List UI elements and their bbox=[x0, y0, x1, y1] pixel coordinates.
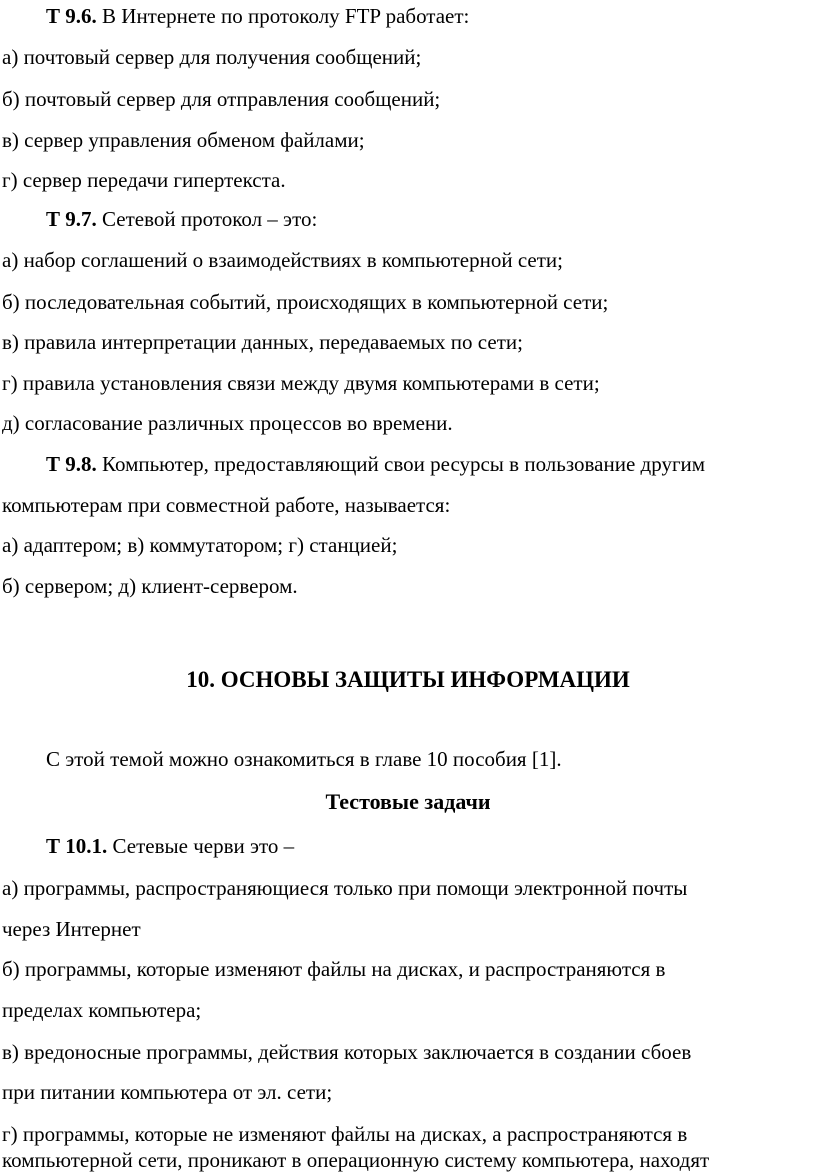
options-line-1: а) адаптером; в) коммутатором; г) станцией; bbox=[2, 533, 398, 557]
question-label: Т 9.8. bbox=[46, 452, 97, 476]
question-label: Т 9.7. bbox=[46, 207, 97, 231]
question-label: Т 10.1. bbox=[46, 834, 108, 858]
option-a: а) почтовый сервер для получения сообщений; bbox=[2, 45, 422, 69]
question-9-7 bbox=[46, 205, 317, 233]
question-text: Сетевой протокол – это: bbox=[96, 207, 318, 231]
option-d: г) правила установления связи между двумя компьютерами в сети; bbox=[2, 371, 600, 395]
question-9-6 bbox=[46, 2, 469, 30]
question-text: Сетевые черви это – bbox=[107, 834, 295, 858]
option-a: а) набор соглашений о взаимодействиях в компьютерной сети; bbox=[2, 248, 563, 272]
option-d-line-1: г) программы, которые не изменяют файлы на дисках, а распространяются в bbox=[2, 1122, 688, 1146]
option-a-line-1: а) программы, распространяющиеся только при помощи электронной почты bbox=[2, 876, 688, 900]
section-intro: С этой темой можно ознакомиться в главе 10 пособия [1]. bbox=[46, 747, 562, 771]
option-b: б) последовательная событий, происходящих в компьютерной сети; bbox=[2, 290, 609, 314]
option-e: д) согласование различных процессов во времени. bbox=[2, 411, 453, 435]
option-c-line-2: при питании компьютера от эл. сети; bbox=[2, 1080, 333, 1104]
question-label: Т 9.6. bbox=[46, 4, 97, 28]
option-d-line-2: компьютерной сети, проникают в операционную систему компьютера, находят bbox=[2, 1148, 710, 1172]
options-line-2: б) сервером; д) клиент-сервером. bbox=[2, 574, 298, 598]
section-subtitle: Тестовые задачи bbox=[325, 789, 491, 814]
option-c: в) сервер управления обменом файлами; bbox=[2, 128, 365, 152]
option-c: в) правила интерпретации данных, передаваемых по сети; bbox=[2, 330, 523, 354]
question-text-continued: компьютерам при совместной работе, называется: bbox=[2, 493, 451, 517]
option-a-line-2: через Интернет bbox=[2, 917, 141, 941]
question-9-8 bbox=[46, 450, 705, 478]
section-title: 10. ОСНОВЫ ЗАЩИТЫ ИНФОРМАЦИИ bbox=[186, 667, 630, 692]
option-b: б) почтовый сервер для отправления сообщений; bbox=[2, 87, 441, 111]
question-10-1 bbox=[46, 832, 294, 860]
option-b-line-1: б) программы, которые изменяют файлы на дисках, и распространяются в bbox=[2, 957, 666, 981]
option-c-line-1: в) вредоносные программы, действия которых заключается в создании сбоев bbox=[2, 1040, 692, 1064]
question-text: Компьютер, предоставляющий свои ресурсы в пользование другим bbox=[96, 452, 706, 476]
option-d: г) сервер передачи гипертекста. bbox=[2, 168, 286, 192]
question-text: В Интернете по протоколу FTP работает: bbox=[96, 4, 470, 28]
option-b-line-2: пределах компьютера; bbox=[2, 998, 202, 1022]
